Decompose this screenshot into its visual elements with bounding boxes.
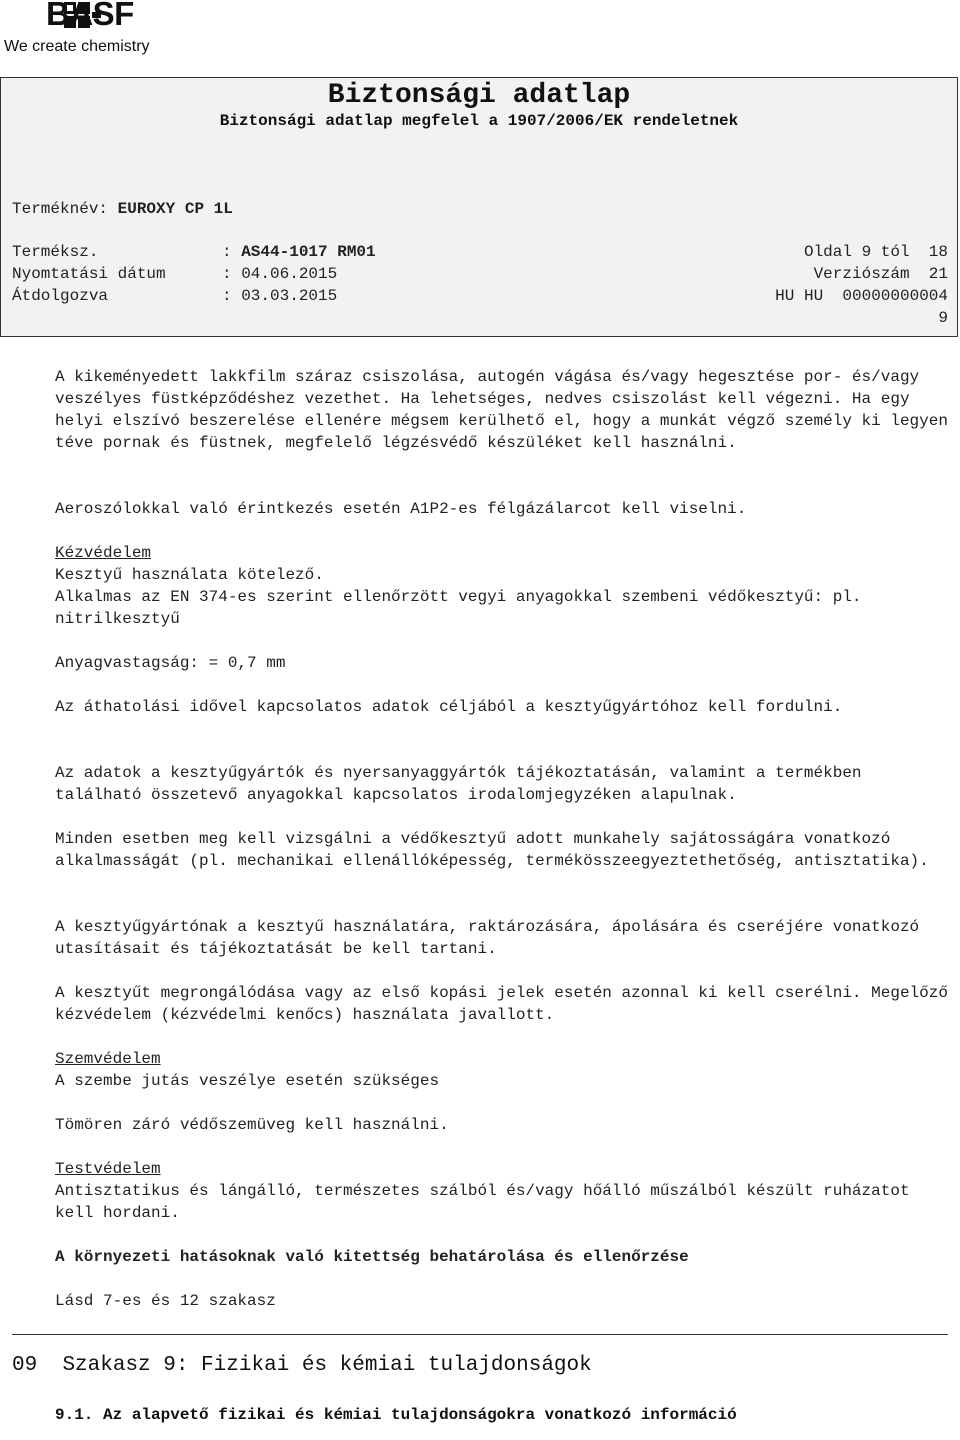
- body-protection-line: Antisztatikus és lángálló, természetes szálból és/vagy hőálló műszálból készült ruházatot kell hordani.: [55, 1182, 920, 1222]
- eye-protection-block: [55, 1048, 955, 1092]
- environmental-line: Lásd 7-es és 12 szakasz: [55, 1292, 276, 1310]
- hand-protection-block: [55, 542, 955, 630]
- version-number: Verziószám 21: [813, 265, 948, 283]
- eye-protection-heading: Szemvédelem: [55, 1050, 161, 1068]
- manufacturer-paragraph: A kesztyűgyártónak a kesztyű használatára, raktározására, ápolására és cseréjére vonatkozó utasításait és tájékoztatását be kell tartani.: [55, 918, 929, 958]
- eye-line-1: A szembe jutás veszélye esetén szükséges: [55, 1072, 440, 1090]
- product-name: EUROXY CP 1L: [117, 200, 233, 218]
- document-title: Biztonsági adatlap: [327, 80, 631, 111]
- hand-protection-heading: Kézvédelem: [55, 544, 152, 562]
- section-number: 09: [12, 1354, 38, 1377]
- eye-line-2: Tömören záró védőszemüveg kell használni.: [55, 1116, 449, 1134]
- section-title: Szakasz 9: Fizikai és kémiai tulajdonságok: [62, 1354, 592, 1377]
- product-label: Terméknév:: [12, 200, 109, 218]
- page-indicator: Oldal 9 tól 18: [803, 243, 948, 261]
- environmental-heading: A környezeti hatásoknak való kitettség behatárolása és ellenőrzése: [55, 1248, 689, 1266]
- subsection-heading: 9.1. Az alapvető fizikai és kémiai tulajdonságokra vonatkozó információ: [55, 1406, 737, 1424]
- product-number-value: : AS44-1017 RM01: [222, 243, 376, 261]
- suitability-paragraph: Minden esetben meg kell vizsgálni a védőkesztyű adott munkahely sajátosságára vonatkozó alkalmasságát (pl. mechanikai ellenállóképesség, termékösszeegyeztethetőség, antisztatika).: [55, 830, 929, 870]
- brand-tagline: We create chemistry: [4, 38, 150, 55]
- hand-line-1: Kesztyű használata kötelező.: [55, 566, 324, 584]
- body-protection-block: [55, 1158, 955, 1224]
- product-number-label: Terméksz.: [12, 243, 99, 261]
- print-date-label: Nyomtatási dátum: [12, 265, 166, 283]
- replacement-paragraph: A kesztyűt megrongálódása vagy az első kopási jelek esetén azonnal ki kell cserélni. Megelőző kézvédelem (kézvédelmi kenőcs) használata javallott.: [55, 984, 958, 1024]
- revised-label: Átdolgozva: [12, 287, 109, 305]
- body-protection-heading: Testvédelem: [55, 1160, 161, 1178]
- page-continuation: 9: [938, 309, 948, 327]
- respiratory-paragraph: A kikeményedett lakkfilm száraz csiszolása, autogén vágása és/vagy hegesztése por- és/vagy veszélyes füstképződéshez vezethet. Ha lehetséges, nedves csiszolást kell végezni. Ha egy helyi elszívó beszerelése ellenére mégsem kerülhető el, hogy a munkát végző személy ki legyen téve pornak és füstnek, megfelelő légzésvédő készüléket kell használni.: [55, 368, 958, 452]
- hand-line-2: Alkalmas az EN 374-es szerint ellenőrzött vegyi anyagokkal szembeni védőkesztyű: pl. nitrilkesztyű: [55, 588, 872, 628]
- section-divider: [12, 1334, 948, 1335]
- thickness-line: Anyagvastagság: = 0,7 mm: [55, 654, 286, 672]
- revised-value: : 03.03.2015: [222, 287, 338, 305]
- document-subtitle: Biztonsági adatlap megfelel a 1907/2006/EK rendeletnek: [219, 112, 739, 130]
- aerosol-paragraph: Aeroszólokkal való érintkezés esetén A1P2-es félgázálarcot kell viselni.: [55, 500, 747, 518]
- brand-name: BASF: [46, 0, 134, 32]
- section-heading: [12, 1354, 592, 1377]
- data-source-paragraph: Az adatok a kesztyűgyártók és nyersanyaggyártók tájékoztatásán, valamint a termékben található összetevő anyagokkal kapcsolatos irodalomjegyzéken alapulnak.: [55, 764, 872, 804]
- document-code: HU HU 00000000004: [775, 287, 948, 305]
- product-name-row: [12, 200, 233, 218]
- print-date-value: : 04.06.2015: [222, 265, 338, 283]
- breakthrough-paragraph: Az áthatolási idővel kapcsolatos adatok céljából a kesztyűgyártóhoz kell fordulni.: [55, 698, 843, 716]
